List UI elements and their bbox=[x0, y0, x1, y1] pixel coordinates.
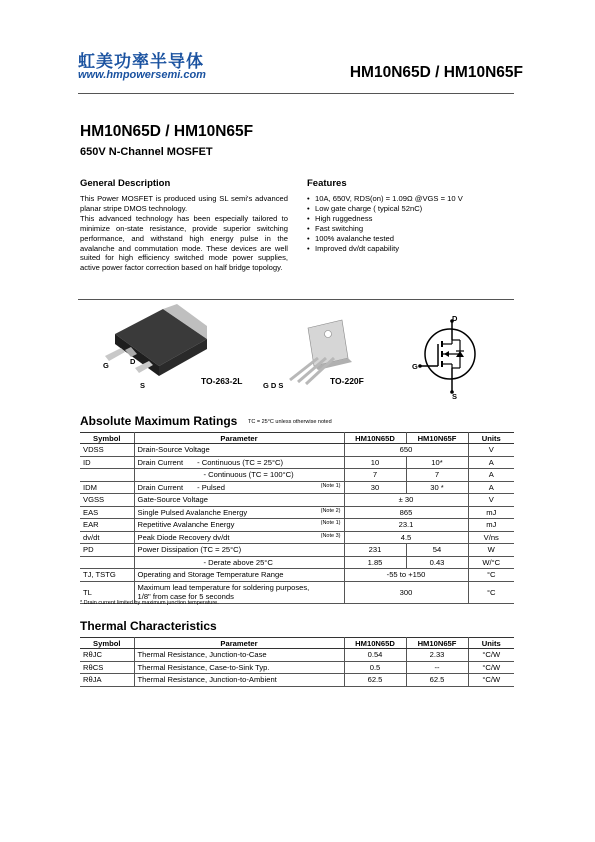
parameter-text: Power Dissipation (TC = 25°C) bbox=[137, 545, 242, 555]
parameter-text: Operating and Storage Temperature Range bbox=[137, 570, 284, 580]
feature-item: • Improved dv/dt capability bbox=[307, 244, 517, 254]
symbol-cell: PD bbox=[80, 544, 134, 557]
to263-package-label: TO-263-2L bbox=[201, 376, 243, 386]
col-hm10n65f: HM10N65F bbox=[406, 638, 468, 649]
description-paragraph: This advanced technology has been especially tailored to minimize on-state resistance, provide superior switching performance, and withstand high energy pulse in the avalanche and commutation mode. These devices are well suited for high efficiency switched mode power supplies, active power factor correction based on half bridge topology. bbox=[80, 213, 288, 273]
parameter-text: Gate-Source Voltage bbox=[137, 495, 208, 505]
value-cell-f: 54 bbox=[406, 544, 468, 557]
value-cell-d: 231 bbox=[344, 544, 406, 557]
absolute-max-footnote: * Drain current limited by maximum junction temperature. bbox=[80, 600, 219, 606]
value-cell-f: 7 bbox=[406, 469, 468, 482]
parameter-text: Drain Current bbox=[137, 457, 184, 467]
parameter-sub: - Pulsed bbox=[197, 482, 225, 492]
value-cell: 23.1 bbox=[344, 519, 468, 532]
symbol-cell: RθCS bbox=[80, 661, 134, 674]
note-ref: (Note 2) bbox=[320, 507, 341, 514]
value-cell: 865 bbox=[344, 506, 468, 519]
header-divider bbox=[78, 93, 514, 94]
col-hm10n65d: HM10N65D bbox=[344, 638, 406, 649]
general-description-text bbox=[80, 194, 288, 273]
to263-pin-s: S bbox=[140, 381, 146, 390]
parameter-cell: Thermal Resistance, Case-to-Sink Typ. bbox=[134, 661, 344, 674]
unit-cell: A bbox=[468, 456, 514, 469]
parameter-text: Peak Diode Recovery dv/dt bbox=[137, 532, 230, 542]
to220f-package-label: TO-220F bbox=[330, 376, 364, 386]
value-cell-d: 30 bbox=[344, 481, 406, 494]
parameter-cell: Thermal Resistance, Junction-to-Case bbox=[134, 649, 344, 662]
unit-cell: °C/W bbox=[468, 649, 514, 662]
feature-item: • Low gate charge ( typical 52nC) bbox=[307, 204, 517, 214]
table-row bbox=[80, 506, 514, 519]
parameter-sub: - Derate above 25°C bbox=[203, 557, 273, 567]
table-row bbox=[80, 531, 514, 544]
symbol-cell: TL bbox=[80, 581, 134, 603]
col-hm10n65f: HM10N65F bbox=[406, 433, 468, 444]
parameter-sub: - Continuous (TC = 25°C) bbox=[197, 457, 284, 467]
value-cell-d: 7 bbox=[344, 469, 406, 482]
brand-url[interactable]: www.hmpowersemi.com bbox=[78, 69, 206, 81]
unit-cell: A bbox=[468, 469, 514, 482]
parameter-cell bbox=[134, 481, 344, 494]
feature-item: • 10A, 650V, RDS(on) = 1.09Ω @VGS = 10 V bbox=[307, 194, 517, 204]
features-heading: Features bbox=[307, 178, 347, 189]
value-cell-d: 10 bbox=[344, 456, 406, 469]
section-divider bbox=[78, 299, 514, 300]
symbol-cell: ID bbox=[80, 456, 134, 469]
table-row bbox=[80, 519, 514, 532]
symbol-cell: dv/dt bbox=[80, 531, 134, 544]
table-row bbox=[80, 544, 514, 557]
unit-cell: °C/W bbox=[468, 661, 514, 674]
parameter-text: Drain Current bbox=[137, 482, 184, 492]
general-description-heading: General Description bbox=[80, 178, 171, 189]
to263-pin-d: D bbox=[130, 357, 136, 366]
parameter-cell bbox=[134, 531, 344, 544]
parameter-cell bbox=[134, 444, 344, 457]
value-cell: 300 bbox=[344, 581, 468, 603]
page-title: HM10N65D / HM10N65F bbox=[80, 123, 254, 140]
symbol-cell: TJ, TSTG bbox=[80, 569, 134, 582]
parameter-cell bbox=[134, 519, 344, 532]
parameter-text: Repetitive Avalanche Energy bbox=[137, 520, 235, 530]
table-row bbox=[80, 569, 514, 582]
to220f-pin-labels: G D S bbox=[263, 381, 284, 390]
value-cell: ± 30 bbox=[344, 494, 468, 507]
unit-cell: mJ bbox=[468, 519, 514, 532]
col-symbol: Symbol bbox=[80, 433, 134, 444]
note-ref: (Note 1) bbox=[320, 482, 341, 489]
feature-item: • High ruggedness bbox=[307, 214, 517, 224]
value-cell-d: 62.5 bbox=[344, 674, 406, 687]
value-cell-d: 0.5 bbox=[344, 661, 406, 674]
mosfet-symbol-icon bbox=[412, 316, 482, 396]
parameter-cell: Thermal Resistance, Junction-to-Ambient bbox=[134, 674, 344, 687]
table-row bbox=[80, 444, 514, 457]
brand-logo-chinese: 虹美功率半导体 bbox=[78, 52, 204, 72]
symbol-cell: VGSS bbox=[80, 494, 134, 507]
thermal-heading: Thermal Characteristics bbox=[80, 619, 217, 633]
table-row bbox=[80, 661, 514, 674]
symbol-cell: EAS bbox=[80, 506, 134, 519]
unit-cell: V/ns bbox=[468, 531, 514, 544]
symbol-pin-g: G bbox=[412, 362, 418, 371]
note-ref: (Note 3) bbox=[320, 532, 341, 539]
symbol-pin-s: S bbox=[452, 392, 458, 401]
value-cell: -55 to +150 bbox=[344, 569, 468, 582]
value-cell-d: 1.85 bbox=[344, 556, 406, 569]
symbol-cell: RθJA bbox=[80, 674, 134, 687]
col-hm10n65d: HM10N65D bbox=[344, 433, 406, 444]
parameter-cell bbox=[134, 469, 344, 482]
unit-cell: °C bbox=[468, 569, 514, 582]
parameter-text: Single Pulsed Avalanche Energy bbox=[137, 507, 248, 517]
symbol-cell: RθJC bbox=[80, 649, 134, 662]
unit-cell: mJ bbox=[468, 506, 514, 519]
value-cell-f: 62.5 bbox=[406, 674, 468, 687]
thermal-table bbox=[80, 637, 514, 687]
page-subtitle: 650V N-Channel MOSFET bbox=[80, 146, 213, 158]
table-row bbox=[80, 494, 514, 507]
description-paragraph: This Power MOSFET is produced using SL semi's advanced planar stripe DMOS technology. bbox=[80, 194, 288, 213]
table-row bbox=[80, 481, 514, 494]
value-cell: 4.5 bbox=[344, 531, 468, 544]
value-cell-d: 0.54 bbox=[344, 649, 406, 662]
parameter-cell bbox=[134, 506, 344, 519]
absolute-max-heading: Absolute Maximum Ratings bbox=[80, 414, 238, 428]
absolute-max-condition-note: TC = 25°C unless otherwise noted bbox=[248, 419, 332, 425]
parameter-cell bbox=[134, 544, 344, 557]
unit-cell: W/°C bbox=[468, 556, 514, 569]
unit-cell: °C/W bbox=[468, 674, 514, 687]
unit-cell: V bbox=[468, 444, 514, 457]
symbol-cell: VDSS bbox=[80, 444, 134, 457]
symbol-cell bbox=[80, 469, 134, 482]
value-cell: 650 bbox=[344, 444, 468, 457]
value-cell-f: 2.33 bbox=[406, 649, 468, 662]
features-list bbox=[307, 194, 517, 254]
col-units: Units bbox=[468, 638, 514, 649]
value-cell-f: 10* bbox=[406, 456, 468, 469]
parameter-cell bbox=[134, 456, 344, 469]
parameter-cell bbox=[134, 494, 344, 507]
col-symbol: Symbol bbox=[80, 638, 134, 649]
table-header-row bbox=[80, 638, 514, 649]
unit-cell: W bbox=[468, 544, 514, 557]
feature-item: • 100% avalanche tested bbox=[307, 234, 517, 244]
col-units: Units bbox=[468, 433, 514, 444]
unit-cell: A bbox=[468, 481, 514, 494]
symbol-cell: IDM bbox=[80, 481, 134, 494]
value-cell-f: -- bbox=[406, 661, 468, 674]
parameter-text: Maximum lead temperature for soldering purposes, bbox=[137, 583, 310, 592]
symbol-cell: EAR bbox=[80, 519, 134, 532]
symbol-cell bbox=[80, 556, 134, 569]
parameter-cell bbox=[134, 569, 344, 582]
symbol-pin-d: D bbox=[452, 314, 458, 323]
table-row bbox=[80, 456, 514, 469]
col-parameter: Parameter bbox=[134, 638, 344, 649]
value-cell-f: 0.43 bbox=[406, 556, 468, 569]
parameter-text: Drain-Source Voltage bbox=[137, 445, 210, 455]
table-row bbox=[80, 649, 514, 662]
parameter-cell bbox=[134, 556, 344, 569]
col-parameter: Parameter bbox=[134, 433, 344, 444]
table-header-row bbox=[80, 433, 514, 444]
value-cell-f: 30 * bbox=[406, 481, 468, 494]
table-row bbox=[80, 469, 514, 482]
parameter-text-line2: 1/8" from case for 5 seconds bbox=[137, 592, 234, 601]
to263-pin-g: G bbox=[103, 361, 109, 370]
unit-cell: °C bbox=[468, 581, 514, 603]
parameter-sub: - Continuous (TC = 100°C) bbox=[203, 470, 294, 480]
table-row bbox=[80, 674, 514, 687]
table-row bbox=[80, 556, 514, 569]
absolute-max-table bbox=[80, 432, 514, 604]
unit-cell: V bbox=[468, 494, 514, 507]
header-part-numbers: HM10N65D / HM10N65F bbox=[349, 64, 523, 81]
note-ref: (Note 1) bbox=[320, 520, 341, 527]
feature-item: • Fast switching bbox=[307, 224, 517, 234]
